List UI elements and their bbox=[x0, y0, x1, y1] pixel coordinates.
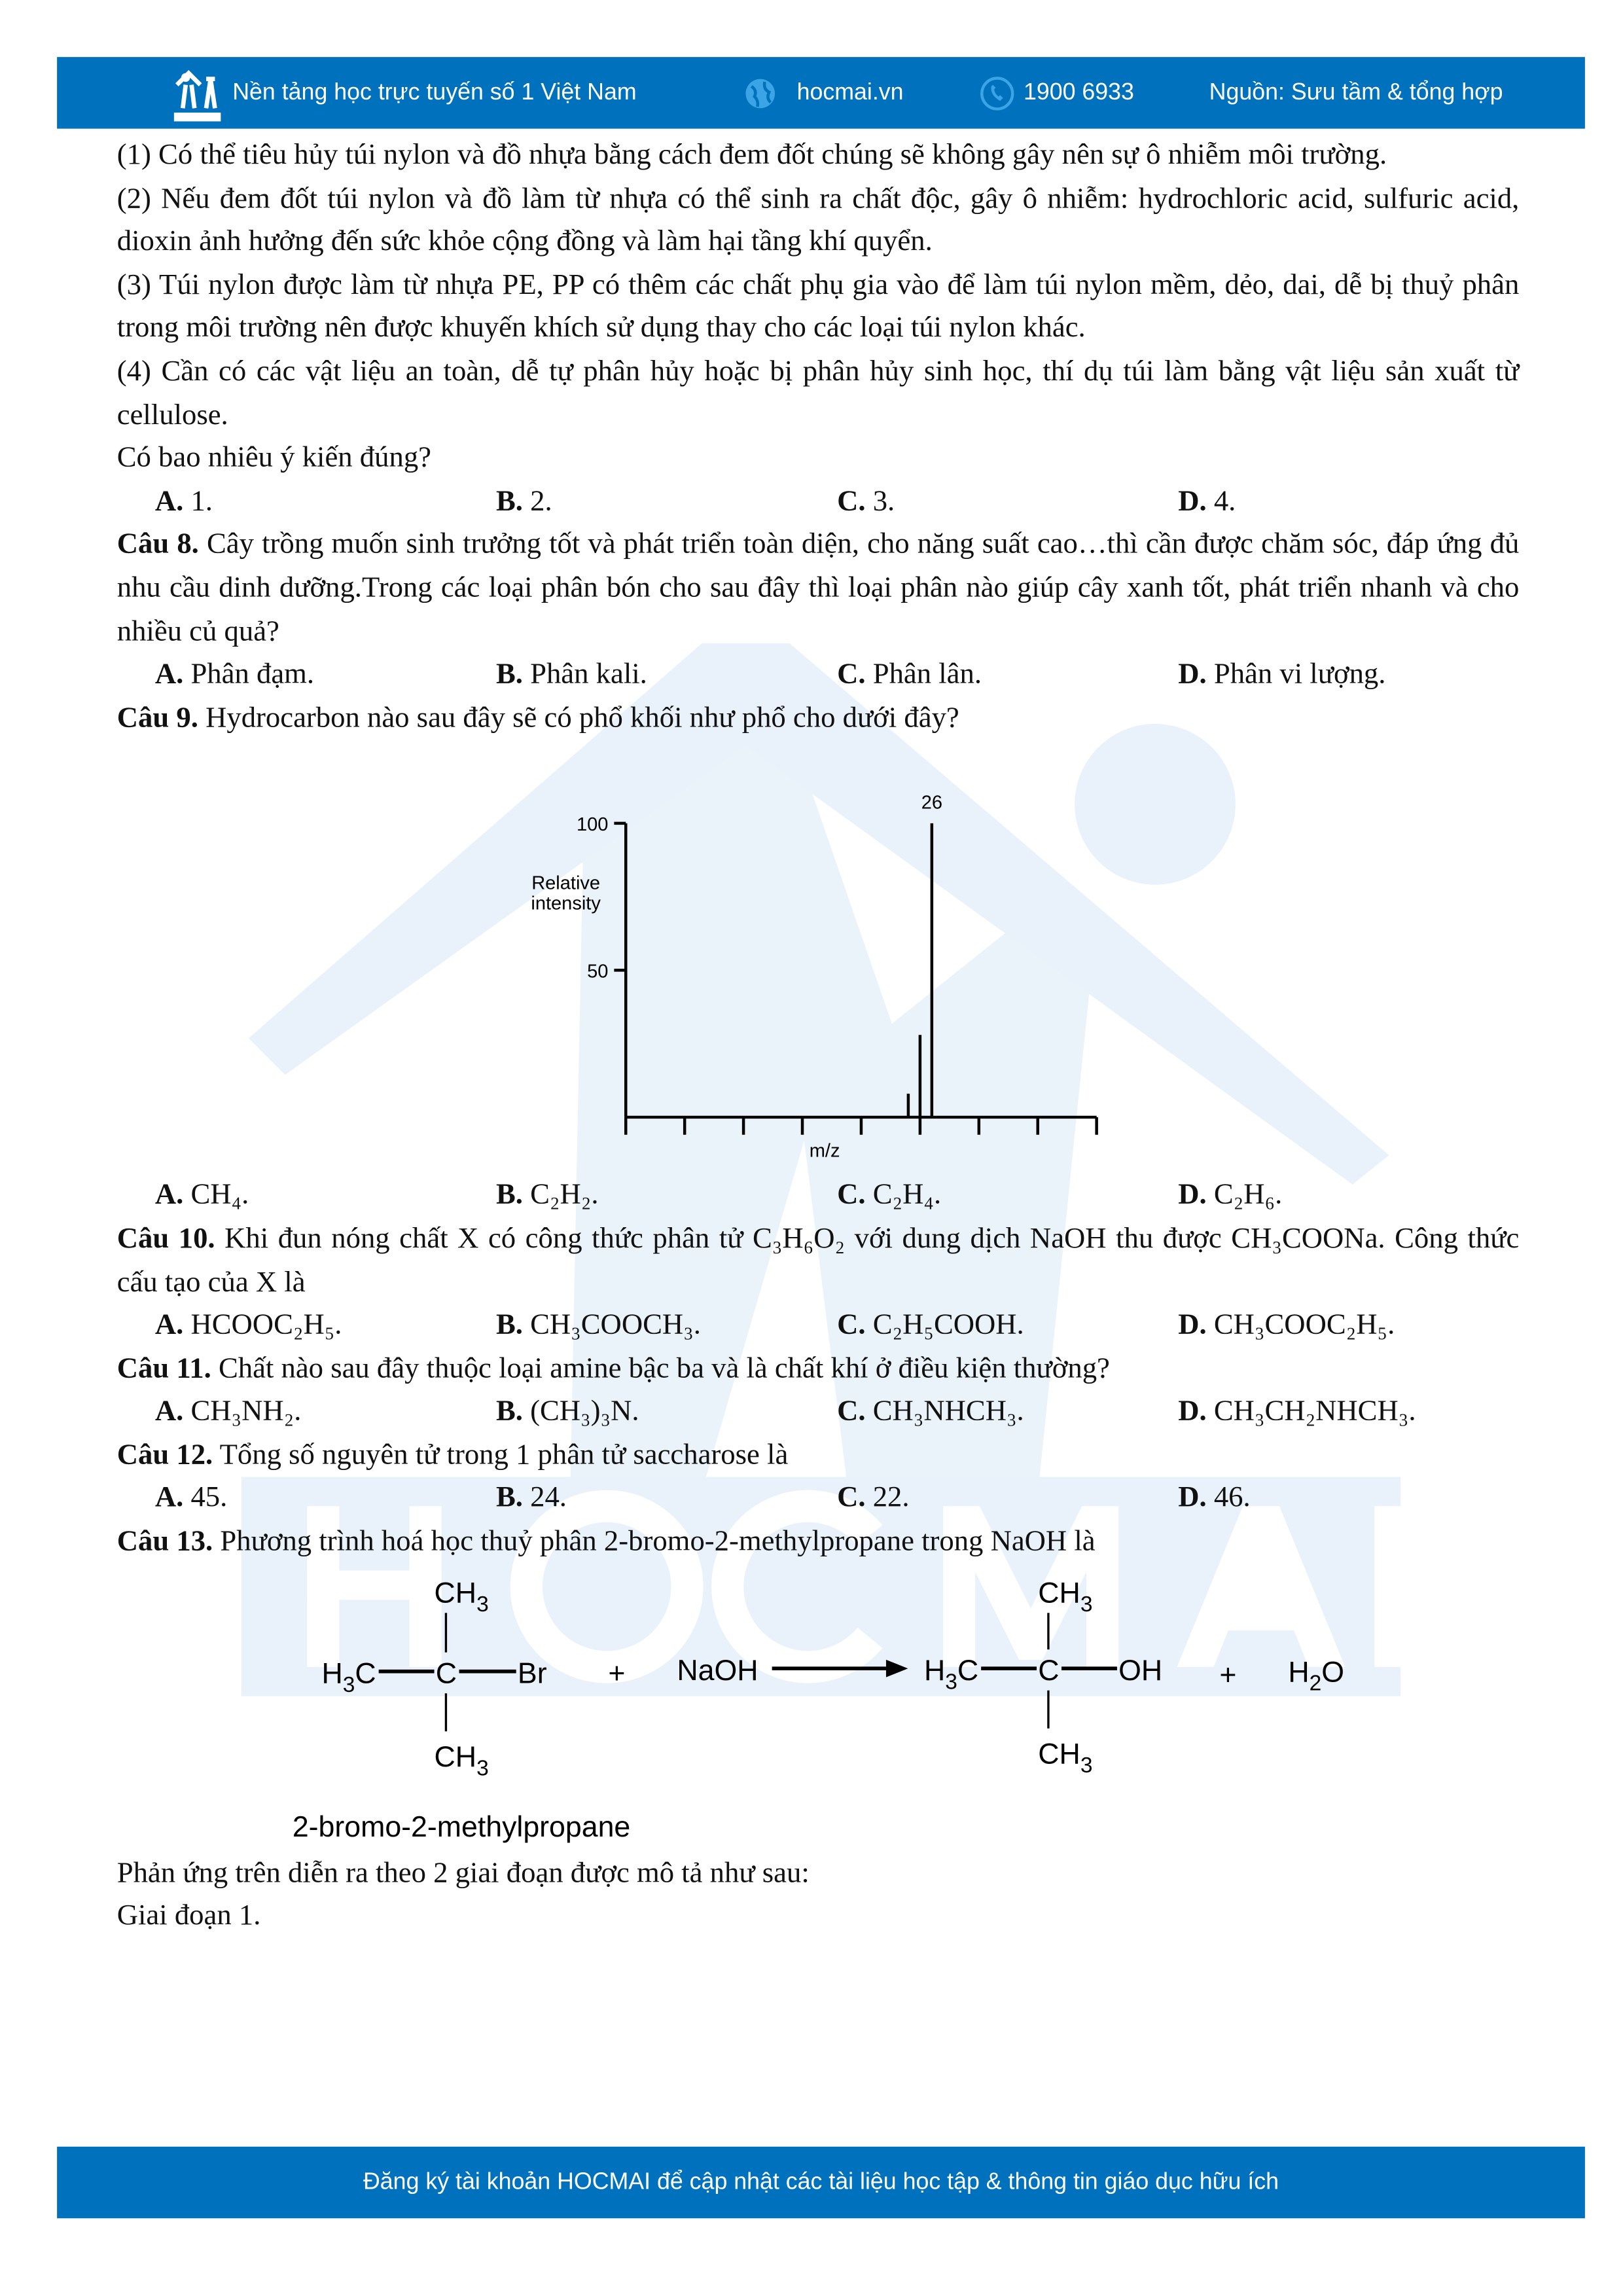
option-d bbox=[1178, 1391, 1519, 1434]
option-text: (CH₃)₃N. bbox=[522, 1395, 639, 1428]
option-d bbox=[1178, 1304, 1519, 1348]
option-label: C. bbox=[837, 1179, 866, 1211]
question-10 bbox=[117, 1218, 1520, 1304]
option-c bbox=[837, 1478, 1178, 1521]
option-c bbox=[837, 1304, 1178, 1348]
question-label: Câu 10. bbox=[116, 1222, 215, 1255]
option-label: B. bbox=[495, 1179, 523, 1211]
option-text: Phân lân. bbox=[865, 658, 982, 691]
header-website-text: hocmai.vn bbox=[796, 79, 904, 105]
document-body bbox=[117, 135, 1520, 1939]
methyl-bottom: $CH_3$ bbox=[434, 1740, 489, 1780]
option-text: 24. bbox=[522, 1482, 567, 1515]
option-label: A. bbox=[154, 1482, 184, 1515]
option-label: B. bbox=[495, 1395, 523, 1428]
y-axis-label: intensity bbox=[531, 893, 601, 915]
option-text: 46. bbox=[1206, 1482, 1251, 1515]
option-c bbox=[837, 1391, 1178, 1434]
question-7-options bbox=[117, 480, 1520, 524]
header-source-text: Nguồn: Sưu tầm & tổng hợp bbox=[1209, 79, 1503, 105]
option-text: HCOOC₂H₅. bbox=[183, 1308, 342, 1341]
option-text: Phân kali. bbox=[522, 658, 647, 691]
methyl-bottom: $CH_3$ bbox=[1038, 1737, 1093, 1778]
option-label: C. bbox=[837, 485, 866, 518]
option-label: D. bbox=[1178, 658, 1207, 691]
questions-block-1 bbox=[117, 135, 1520, 741]
option-text: C₂H₅COOH. bbox=[865, 1308, 1024, 1341]
option-label: D. bbox=[1178, 1308, 1207, 1341]
option-c bbox=[837, 654, 1178, 697]
option-text: 3. bbox=[865, 485, 895, 518]
option-d bbox=[1178, 1175, 1519, 1218]
option-d bbox=[1178, 1478, 1519, 1521]
question-11-options bbox=[117, 1391, 1520, 1434]
arrow-head-icon bbox=[886, 1659, 908, 1677]
hydroxyl: OH bbox=[1118, 1654, 1163, 1687]
option-text: 45. bbox=[183, 1482, 228, 1515]
chart-container bbox=[117, 740, 1520, 1175]
water: $H_2O$ bbox=[1288, 1655, 1344, 1695]
option-b bbox=[496, 1391, 837, 1434]
option-b bbox=[496, 480, 837, 524]
methyl-left: $H_3C$ bbox=[924, 1654, 979, 1694]
option-text: C₂H₆. bbox=[1206, 1179, 1283, 1211]
header-brand[interactable] bbox=[171, 57, 636, 128]
option-text: C₂H₂. bbox=[522, 1179, 599, 1211]
naoh: NaOH bbox=[677, 1654, 758, 1687]
option-b bbox=[496, 1478, 837, 1521]
header-phone[interactable] bbox=[980, 57, 1134, 128]
option-label: B. bbox=[495, 658, 523, 691]
question-8 bbox=[117, 524, 1520, 654]
option-label: D. bbox=[1178, 1395, 1207, 1428]
y-axis-label: Relative bbox=[531, 873, 601, 895]
option-label: D. bbox=[1178, 1482, 1207, 1515]
peak-label: 26 bbox=[921, 793, 943, 814]
y-tick-label: 50 bbox=[587, 961, 609, 983]
option-label: C. bbox=[837, 1308, 866, 1341]
option-label: A. bbox=[154, 1308, 184, 1341]
central-carbon: C bbox=[1038, 1654, 1060, 1687]
option-label: A. bbox=[154, 1179, 184, 1211]
question-12-options bbox=[117, 1478, 1520, 1521]
methyl-top: $CH_3$ bbox=[434, 1576, 489, 1617]
methyl-top: $CH_3$ bbox=[1038, 1576, 1093, 1617]
option-a bbox=[155, 1478, 496, 1521]
option-text: 4. bbox=[1206, 485, 1236, 518]
question-label: Câu 12. bbox=[116, 1439, 213, 1471]
question-12 bbox=[117, 1434, 1520, 1477]
mass-spectrum-chart bbox=[512, 777, 1126, 1172]
question-text: Hydrocarbon nào sau đây sẽ có phổ khối như phổ cho dưới đây? bbox=[198, 701, 959, 734]
question-text: Phương trình hoá học thuỷ phân 2-bromo-2-methylpropane trong NaOH là bbox=[213, 1525, 1096, 1558]
question-text: Khi đun nóng chất X có công thức phân tử C₃H₆O₂ với dung dịch NaOH thu được CH₃COONa. Công thức cấu tạo của X là bbox=[116, 1222, 1520, 1298]
question-label: Câu 8. bbox=[116, 528, 199, 561]
option-label: D. bbox=[1178, 485, 1207, 518]
statement-2: (2) Nếu đem đốt túi nylon và đồ làm từ nhựa có thể sinh ra chất độc, gây ô nhiễm: hydrochloric acid, sulfuric acid, dioxin ảnh hưởng đến sức khỏe cộng đồng và làm hại tầng khí quyển. bbox=[116, 182, 1520, 258]
question-text: Tổng số nguyên tử trong 1 phân tử saccharose là bbox=[213, 1439, 789, 1471]
option-label: A. bbox=[154, 658, 184, 691]
option-text: 1. bbox=[183, 485, 213, 518]
option-label: A. bbox=[154, 485, 184, 518]
option-b bbox=[496, 1304, 837, 1348]
option-b bbox=[496, 654, 837, 697]
hocmai-logo-icon bbox=[171, 63, 223, 122]
option-text: Phân vi lượng. bbox=[1206, 658, 1386, 691]
question-9-options bbox=[117, 1175, 1520, 1218]
footer-bar[interactable] bbox=[57, 2147, 1585, 2218]
option-a bbox=[155, 480, 496, 524]
plus-sign: + bbox=[1219, 1659, 1237, 1691]
question-8-options bbox=[117, 654, 1520, 697]
plus-sign: + bbox=[608, 1657, 626, 1689]
option-c bbox=[837, 1175, 1178, 1218]
header-bar bbox=[57, 57, 1585, 128]
question-text: Cây trồng muốn sinh trưởng tốt và phát triển toàn diện, cho năng suất cao…thì cần được chăm sóc, đáp ứng đủ nhu cầu dinh dưỡng.Trong các loại phân bón cho sau đây thì loại phân nào giúp cây xanh tốt, phát triển nhanh và cho nhiều củ quả? bbox=[116, 528, 1520, 647]
option-text: C₂H₄. bbox=[865, 1179, 942, 1211]
option-c bbox=[837, 480, 1178, 524]
questions-block-3 bbox=[117, 1852, 1520, 1939]
question-label: Câu 13. bbox=[116, 1525, 213, 1558]
option-label: D. bbox=[1178, 1179, 1207, 1211]
header-source bbox=[1209, 57, 1503, 128]
globe-icon bbox=[744, 77, 776, 109]
option-text: CH₃COOCH₃. bbox=[522, 1308, 701, 1341]
question-10-options bbox=[117, 1304, 1520, 1348]
option-text: CH₃CH₂NHCH₃. bbox=[1206, 1395, 1416, 1428]
question-9 bbox=[117, 697, 1520, 740]
option-a bbox=[155, 1304, 496, 1348]
option-label: B. bbox=[495, 1308, 523, 1341]
header-website[interactable] bbox=[744, 57, 903, 128]
option-label: B. bbox=[495, 1482, 523, 1515]
option-a bbox=[155, 654, 496, 697]
statement-4: (4) Cần có các vật liệu an toàn, dễ tự phân hủy hoặc bị phân hủy sinh học, thí dụ túi làm bằng vật liệu sản xuất từ cellulose. bbox=[116, 355, 1520, 431]
question-11 bbox=[117, 1348, 1520, 1391]
question-text: Chất nào sau đây thuộc loại amine bậc ba và là chất khí ở điều kiện thường? bbox=[211, 1352, 1110, 1385]
x-axis-label: m/z bbox=[809, 1140, 840, 1162]
central-carbon: C bbox=[435, 1657, 457, 1689]
option-text: CH₃NH₂. bbox=[183, 1395, 302, 1428]
header-phone-text: 1900 6933 bbox=[1023, 79, 1134, 105]
bromine: Br bbox=[517, 1657, 547, 1689]
question-label: Câu 11. bbox=[116, 1352, 211, 1385]
paragraph: Giai đoạn 1. bbox=[116, 1899, 261, 1932]
option-d bbox=[1178, 654, 1519, 697]
option-b bbox=[496, 1175, 837, 1218]
questions-block-2 bbox=[117, 1175, 1520, 1564]
question-7-prompt: Có bao nhiêu ý kiến đúng? bbox=[116, 442, 432, 475]
option-label: A. bbox=[154, 1395, 184, 1428]
question-label: Câu 9. bbox=[116, 701, 198, 734]
option-a bbox=[155, 1175, 496, 1218]
header-tagline: Nền tảng học trực tuyến số 1 Việt Nam bbox=[232, 79, 637, 105]
option-a bbox=[155, 1391, 496, 1434]
option-text: CH₃NHCH₃. bbox=[865, 1395, 1024, 1428]
paragraph: Phản ứng trên diễn ra theo 2 giai đoạn được mô tả như sau: bbox=[116, 1856, 810, 1889]
option-d bbox=[1178, 480, 1519, 524]
option-text: 22. bbox=[865, 1482, 910, 1515]
option-label: C. bbox=[837, 1482, 866, 1515]
methyl-left: $H_3C$ bbox=[321, 1657, 376, 1697]
reactant-name: 2-bromo-2-methylpropane bbox=[292, 1810, 631, 1843]
footer-text: Đăng ký tài khoản HOCMAI để cập nhật các tài liệu học tập & thông tin giáo dục hữu ích bbox=[363, 2169, 1279, 2195]
y-tick-label: 100 bbox=[576, 814, 609, 836]
option-label: C. bbox=[837, 1395, 866, 1428]
option-label: C. bbox=[837, 658, 866, 691]
statement-3: (3) Túi nylon được làm từ nhựa PE, PP có thêm các chất phụ gia vào để làm túi nylon mềm, dẻo, dai, dễ bị thuỷ phân trong môi trường nên được khuyến khích sử dụng thay cho các loại túi nylon khác. bbox=[116, 268, 1520, 344]
option-text: CH₄. bbox=[183, 1179, 249, 1211]
option-text: Phân đạm. bbox=[183, 658, 315, 691]
option-text: 2. bbox=[522, 485, 552, 518]
phone-icon bbox=[980, 75, 1015, 111]
reaction-container bbox=[117, 1564, 1520, 1852]
option-label: B. bbox=[495, 485, 523, 518]
reaction-scheme bbox=[0, 1564, 1623, 1852]
statement-1: (1) Có thể tiêu hủy túi nylon và đồ nhựa bằng cách đem đốt chúng sẽ không gây nên sự ô nhiễm môi trường. bbox=[116, 139, 1387, 171]
option-text: CH₃COOC₂H₅. bbox=[1206, 1308, 1395, 1341]
question-13 bbox=[117, 1521, 1520, 1564]
